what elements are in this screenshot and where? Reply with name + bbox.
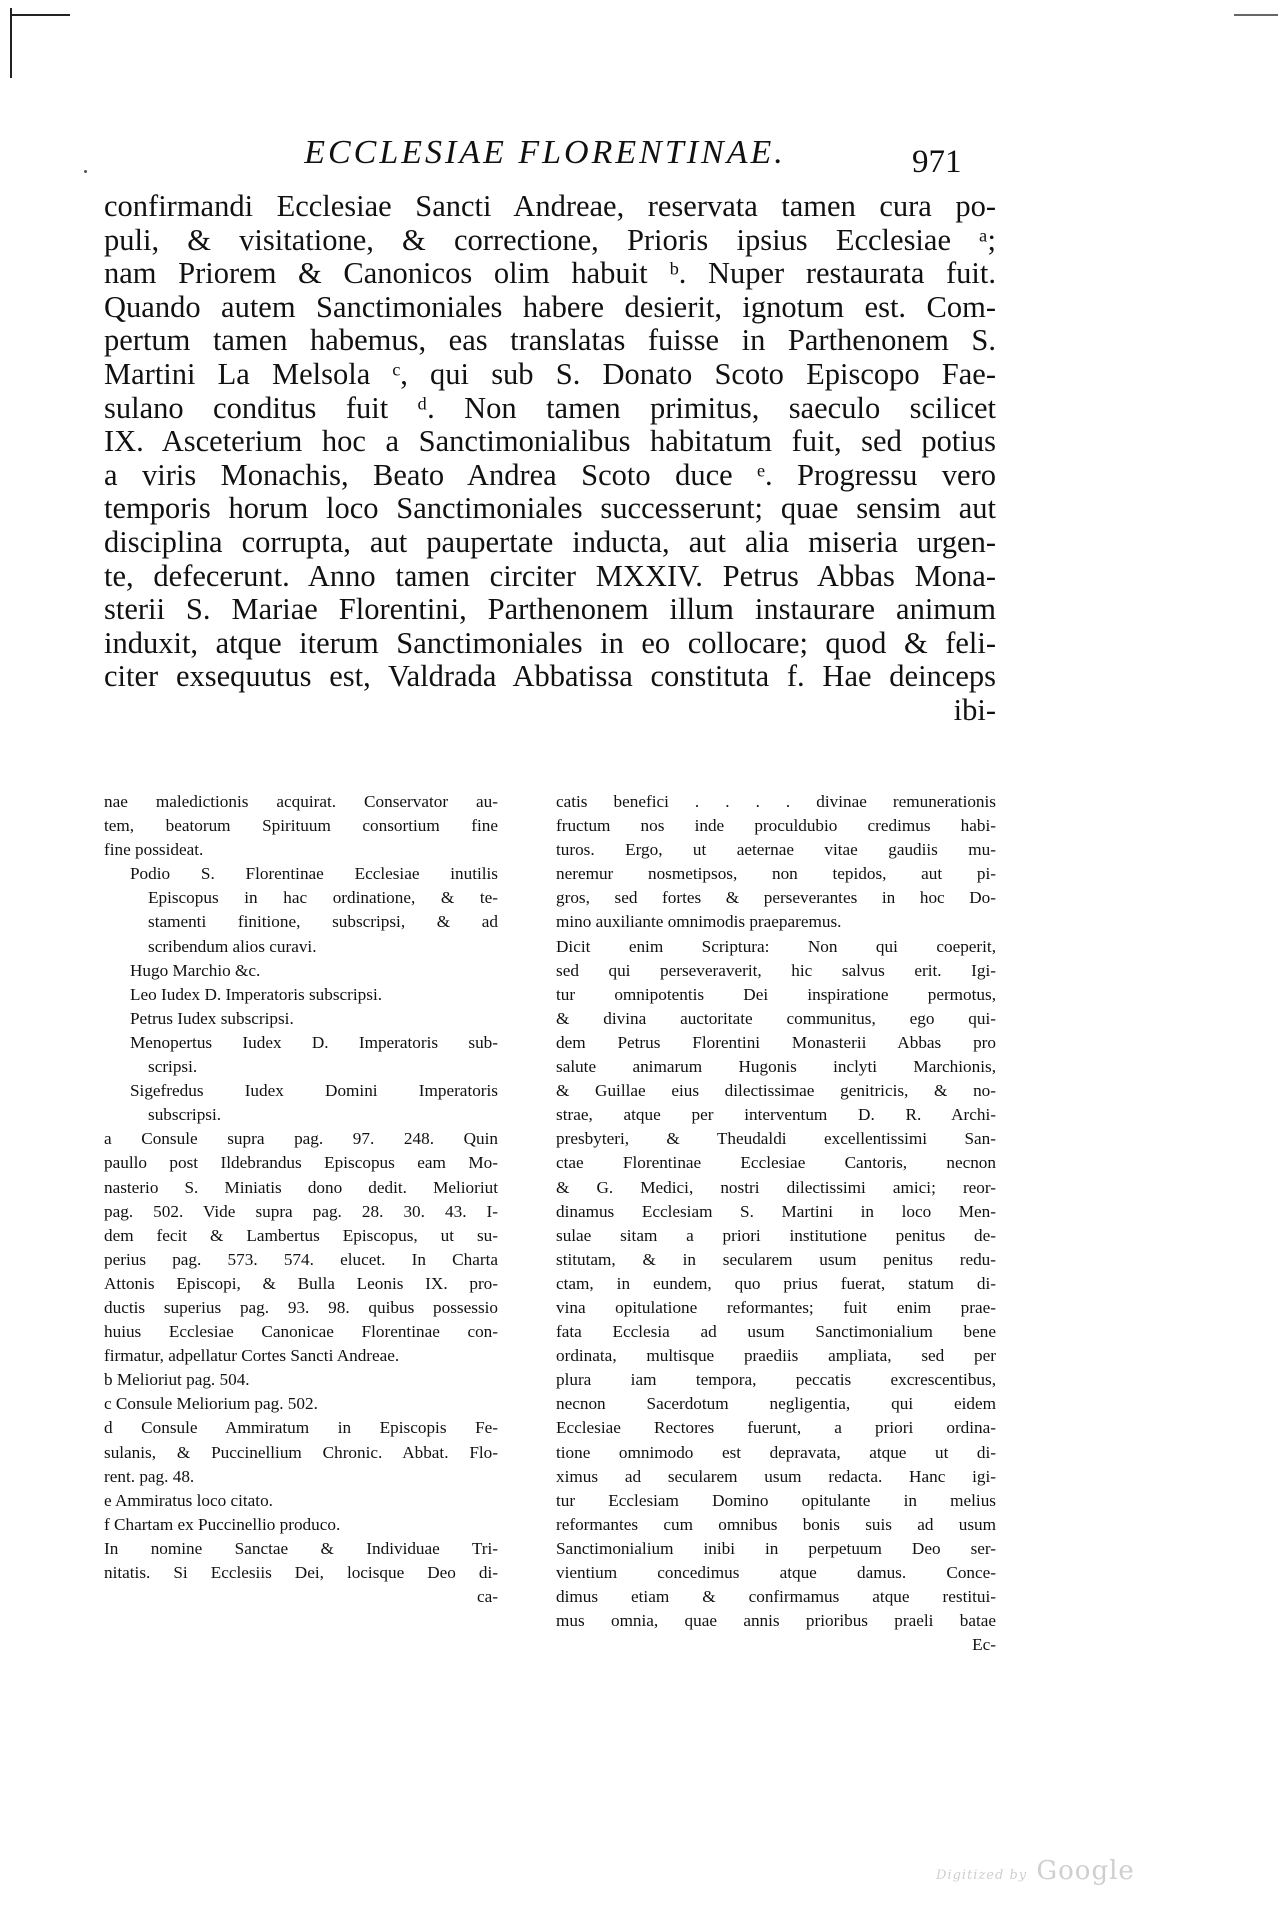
footnote-left-line: stamenti finitione, subscripsi, & ad [148, 912, 498, 932]
footnote-right-line: presbyteri, & Theudaldi excellentissimi San- [556, 1129, 996, 1149]
main-text-line: induxit, atque iterum Sanctimoniales in eo collocare; quod & feli- [104, 626, 996, 660]
footnote-left-line: sulanis, & Puccinellium Chronic. Abbat. Flo- [104, 1442, 498, 1462]
watermark-prefix: Digitized by [936, 1868, 1028, 1883]
footnote-left-line: rent. pag. 48. [104, 1466, 195, 1486]
footnote-right-line: Ecclesiae Rectores fuerunt, a priori ordina- [556, 1418, 996, 1438]
main-text-line: pertum tamen habemus, eas translatas fuisse in Parthenonem S. [104, 324, 996, 358]
footnote-right-line: strae, atque per interventum D. R. Archi- [556, 1105, 996, 1125]
main-text-line: a viris Monachis, Beato Andrea Scoto duce ᵉ. Progressu vero [104, 458, 996, 492]
footnote-right-line: necnon Sacerdotum negligentia, qui eidem [556, 1394, 996, 1414]
footnote-left-line: fine possideat. [104, 840, 204, 860]
footnote-left-line: firmatur, adpellatur Cortes Sancti Andreae. [104, 1346, 400, 1366]
main-text-line: ibi- [953, 693, 996, 727]
footnote-left-line: d Consule Ammiratum in Episcopis Fe- [104, 1418, 498, 1438]
footnote-right-line: & Guillae eius dilectissimae genitricis, & no- [556, 1081, 996, 1101]
footnote-right-line: & divina auctoritate communitus, ego qui- [556, 1008, 996, 1028]
footnote-right-line: ordinata, multisque praediis ampliata, sed per [556, 1346, 996, 1366]
footnote-right-line: reformantes cum omnibus bonis suis ad usum [556, 1514, 996, 1534]
footnote-left-line: ca- [477, 1587, 498, 1607]
footnote-right-line: dinamus Ecclesiam S. Martini in loco Men- [556, 1201, 996, 1221]
footnote-left-line: Episcopus in hac ordinatione, & te- [148, 888, 498, 908]
footnote-right-line: Dicit enim Scriptura: Non qui coeperit, [556, 936, 996, 956]
footnote-left-line: f Chartam ex Puccinellio produco. [104, 1514, 341, 1534]
main-text-line: citer exsequutus est, Valdrada Abbatissa constituta f. Hae deinceps [104, 660, 996, 694]
footnotes-right-column [556, 790, 996, 1657]
footnote-left-line: Sigefredus Iudex Domini Imperatoris [130, 1081, 498, 1101]
footnote-right-line: neremur nosmetipsos, non tepidos, aut pi- [556, 864, 996, 884]
main-text-line: sulano conditus fuit ᵈ. Non tamen primitus, saeculo scilicet [104, 391, 996, 425]
main-text-block [104, 190, 996, 728]
footnote-left-line: dem fecit & Lambertus Episcopus, ut su- [104, 1225, 498, 1245]
footnote-left-line: c Consule Meliorium pag. 502. [104, 1394, 318, 1414]
footnote-right-line: gros, sed fortes & perseverantes in hoc Do- [556, 888, 996, 908]
footnote-left-line: nasterio S. Miniatis dono dedit. Melioriut [104, 1177, 498, 1197]
footnote-left-line: scripsi. [148, 1057, 198, 1077]
footnotes-left-column [104, 790, 498, 1609]
footnote-right-line: catis benefici . . . . divinae remunerationis [556, 792, 996, 811]
page-number: 971 [912, 144, 962, 180]
main-text-line: nam Priorem & Canonicos olim habuit ᵇ. Nuper restaurata fuit. [104, 257, 996, 291]
footnote-left-line: huius Ecclesiae Canonicae Florentinae con- [104, 1322, 498, 1342]
watermark-brand: Google [1036, 1856, 1135, 1886]
footnote-left-line: Hugo Marchio &c. [130, 960, 261, 980]
footnote-left-line: Attonis Episcopi, & Bulla Leonis IX. pro- [104, 1273, 498, 1293]
main-text-line: Martini La Melsola ᶜ, qui sub S. Donato Scoto Episcopo Fae- [104, 357, 996, 391]
footnote-left-line: a Consule supra pag. 97. 248. Quin [104, 1129, 498, 1149]
main-text-line: IX. Asceterium hoc a Sanctimonialibus habitatum fuit, sed potius [104, 425, 996, 459]
footnote-left-line: subscripsi. [148, 1105, 222, 1125]
footnote-right-line: Sanctimonialium inibi in perpetuum Deo ser- [556, 1538, 996, 1558]
footnote-right-line: dem Petrus Florentini Monasterii Abbas pro [556, 1032, 996, 1052]
footnote-left-line: Menopertus Iudex D. Imperatoris sub- [130, 1032, 498, 1052]
main-text-line: sterii S. Mariae Florentini, Parthenonem illum instaurare animum [104, 593, 996, 627]
footnote-right-line: ctae Florentinae Ecclesiae Cantoris, necnon [556, 1153, 996, 1173]
main-text-line: temporis horum loco Sanctimoniales successerunt; quae sensim aut [104, 492, 996, 526]
footnote-right-line: salute animarum Hugonis inclyti Marchionis, [556, 1057, 996, 1077]
footnote-left-line: perius pag. 573. 574. elucet. In Charta [104, 1249, 498, 1269]
main-text-line: te, defecerunt. Anno tamen circiter MXXIV. Petrus Abbas Mona- [104, 559, 996, 593]
main-text-line: puli, & visitatione, & correctione, Prioris ipsius Ecclesiae ᵃ; [104, 223, 996, 257]
main-text-line: Quando autem Sanctimoniales habere desierit, ignotum est. Com- [104, 290, 996, 324]
footnote-left-line: e Ammiratus loco citato. [104, 1490, 273, 1510]
edge-mark [1234, 14, 1278, 16]
footnote-right-line: ctam, in eundem, quo prius fuerat, statum di- [556, 1273, 996, 1293]
running-head: ECCLESIAE FLORENTINAE. [304, 134, 786, 171]
footnote-right-line: sulae sitam a priori institutione penitus de- [556, 1225, 996, 1245]
footnote-left-line: b Melioriut pag. 504. [104, 1370, 250, 1390]
footnote-right-line: vientium concedimus atque damus. Conce- [556, 1563, 996, 1582]
footnote-right-line: tur Ecclesiam Domino opitulante in melius [556, 1490, 996, 1510]
footnote-right-line: stitutam, & in secularem usum penitus redu- [556, 1249, 996, 1269]
footnote-left-line: pag. 502. Vide supra pag. 28. 30. 43. I- [104, 1201, 498, 1221]
footnote-right-line: mino auxiliante omnimodis praeparemus. [556, 912, 842, 932]
footnote-right-line: ximus ad secularem usum redacta. Hanc igi- [556, 1466, 996, 1486]
main-text-line: disciplina corrupta, aut paupertate inducta, aut alia miseria urgen- [104, 525, 996, 559]
footnote-right-line: fructum nos inde proculdubio credimus habi- [556, 816, 996, 836]
footnote-right-line: fata Ecclesia ad usum Sanctimonialium bene [556, 1322, 996, 1342]
margin-dot [84, 170, 87, 173]
footnote-right-line: plura iam tempora, peccatis excrescentibus, [556, 1370, 996, 1390]
footnote-right-line: tur omnipotentis Dei inspiratione permotus, [556, 984, 996, 1004]
footnote-right-line: sed qui perseveraverit, hic salvus erit. Igi- [556, 960, 996, 980]
digitization-watermark [936, 1856, 1135, 1886]
footnote-left-line: ductis superius pag. 93. 98. quibus possessio [104, 1297, 498, 1317]
footnote-right-line: dimus etiam & confirmamus atque restitui- [556, 1587, 996, 1607]
footnote-left-line: In nomine Sanctae & Individuae Tri- [104, 1538, 498, 1558]
footnote-right-line: tione omnimodo est depravata, atque ut di- [556, 1442, 996, 1462]
footnote-left-line: paullo post Ildebrandus Episcopus eam Mo- [104, 1153, 498, 1173]
footnote-right-line: vina opitulatione reformantes; fuit enim prae- [556, 1297, 996, 1317]
footnote-right-line: Ec- [972, 1635, 996, 1655]
footnote-right-line: & G. Medici, nostri dilectissimi amici; reor- [556, 1177, 996, 1197]
footnote-left-line: tem, beatorum Spirituum consortium fine [104, 816, 498, 836]
footnote-left-line: Leo Iudex D. Imperatoris subscripsi. [130, 984, 383, 1004]
footnote-left-line: Petrus Iudex subscripsi. [130, 1008, 294, 1028]
footnote-left-line: nitatis. Si Ecclesiis Dei, locisque Deo di- [104, 1563, 498, 1582]
footnote-left-line: nae maledictionis acquirat. Conservator au- [104, 792, 498, 811]
footnote-left-line: scribendum alios curavi. [148, 936, 317, 956]
footnote-right-line: turos. Ergo, ut aeternae vitae gaudiis mu- [556, 840, 996, 860]
crop-mark [10, 8, 70, 78]
footnote-right-line: mus omnia, quae annis prioribus praeli batae [556, 1611, 996, 1631]
footnote-left-line: Podio S. Florentinae Ecclesiae inutilis [130, 864, 498, 884]
main-text-line: confirmandi Ecclesiae Sancti Andreae, reservata tamen cura po- [104, 190, 996, 223]
